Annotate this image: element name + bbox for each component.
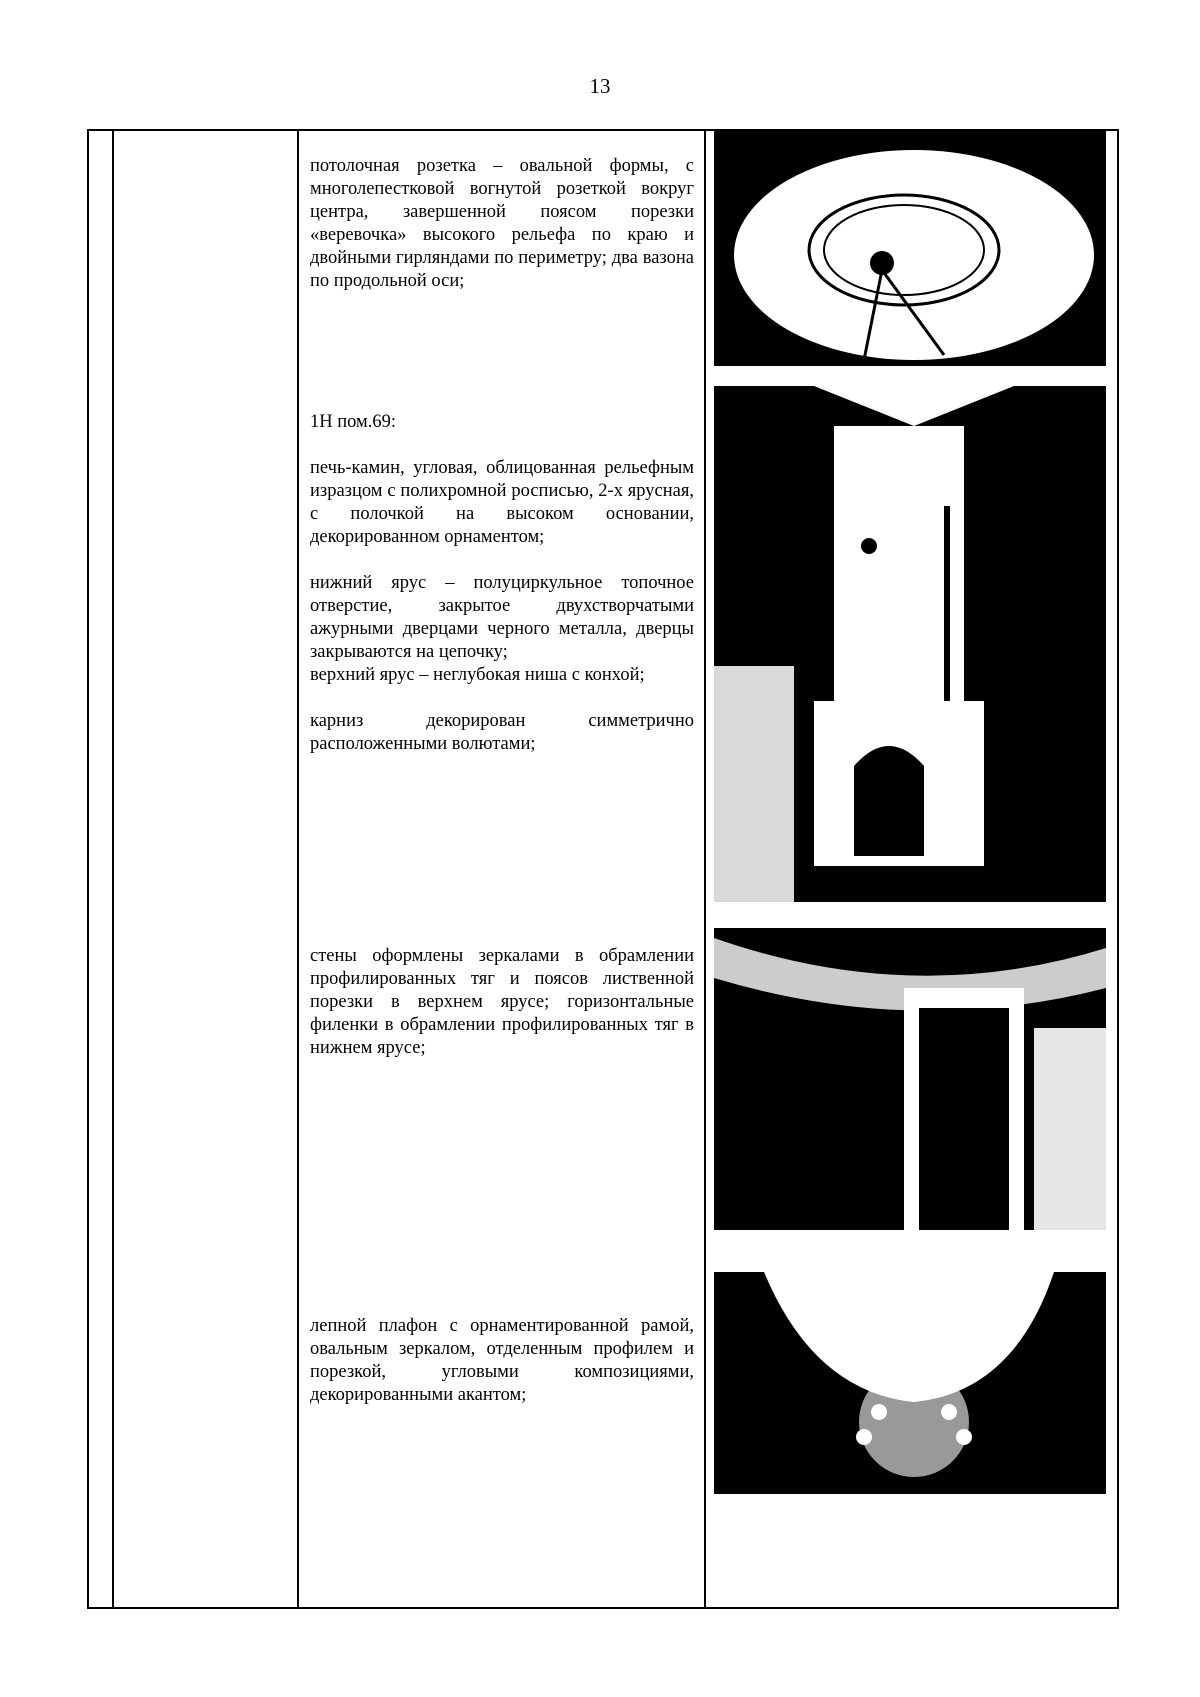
row-2-paragraph-2: нижний ярус – полуциркульное топочное отверстие, закрытое двухстворчатыми ажурными дверцами черного металла, дверцы закрываются на цепочку; [310, 573, 694, 662]
row-4-paragraph-1: лепной плафон с орнаментированной рамой, овальным зеркалом, отделенным профилем и порезкой, угловыми композициями, декорированными акантом; [310, 1316, 694, 1405]
row-3-paragraph-1: стены оформлены зеркалами в обрамлении профилированных тяг и поясов лиственной порезки в верхнем ярусе; горизонтальные филенки в обрамлении профилированных тяг в нижнем ярусе; [310, 946, 694, 1058]
ceiling-plafond-photo [714, 1272, 1106, 1494]
row-2-paragraph-1: печь-камин, угловая, облицованная рельефным изразцом с полихромной росписью, 2-х ярусная, с полочкой на высоком основании, декорированном орнаментом; [310, 458, 694, 547]
row-1-description [310, 155, 694, 293]
stove-fireplace-photo [714, 386, 1106, 902]
row-4-description [310, 1315, 694, 1407]
row-2-description [310, 411, 694, 756]
mirrored-walls-photo [714, 928, 1106, 1230]
row-1-paragraph-1: потолочная розетка – овальной формы, с многолепестковой вогнутой розеткой вокруг центра, завершенной поясом порезки «веревочка» высокого рельефа по краю и двойными гирляндами по периметру; два вазона по продольной оси; [310, 156, 694, 291]
row-2-paragraph-3: верхний ярус – неглубокая ниша с конхой; [310, 665, 645, 685]
row-2-paragraph-4: карниз декорирован симметрично расположенными волютами; [310, 711, 694, 754]
row-3-description [310, 945, 694, 1060]
column-divider-1 [112, 129, 114, 1609]
column-divider-3 [704, 129, 706, 1609]
page-number: 13 [589, 74, 611, 98]
column-divider-2 [297, 129, 299, 1609]
row-2-heading: 1Н пом.69: [310, 412, 397, 432]
ceiling-rosette-photo [714, 130, 1106, 366]
